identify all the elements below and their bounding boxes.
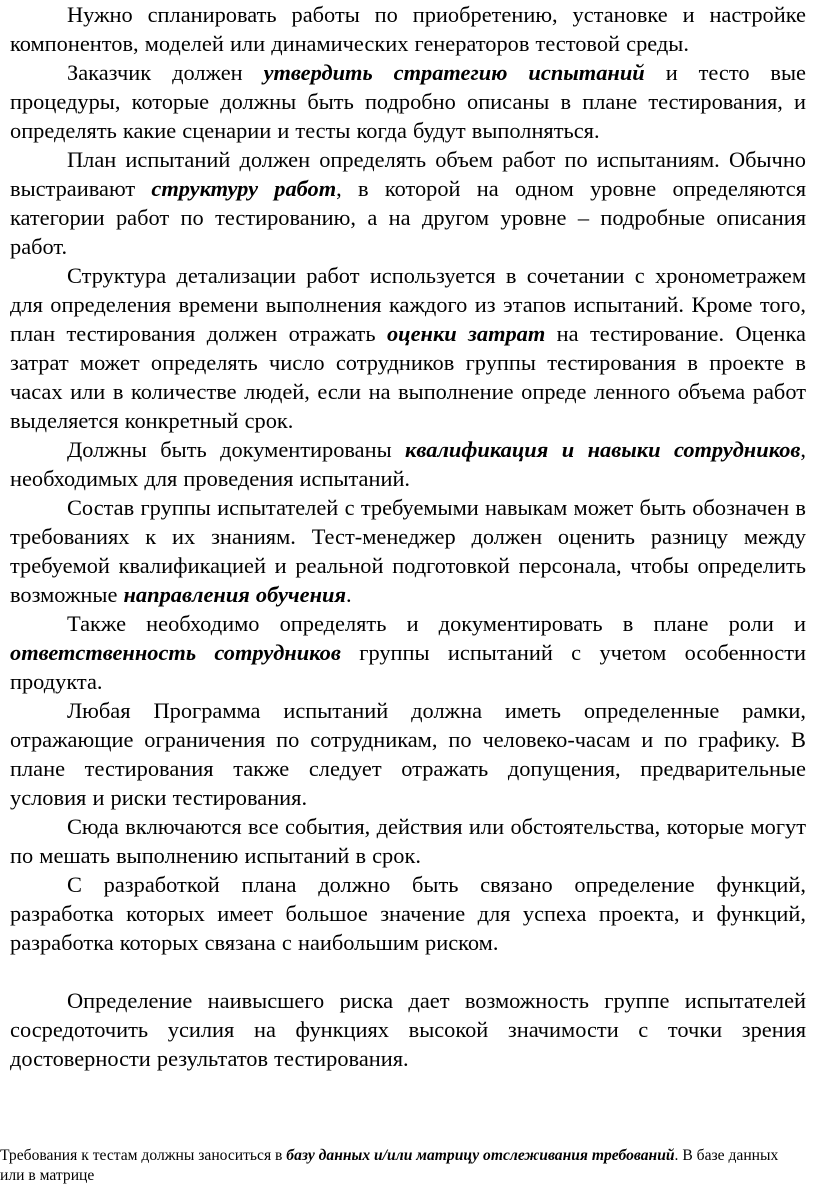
footer-emphasized-text: базу данных и/или матрицу отслеживания требований bbox=[286, 1147, 675, 1164]
paragraph-text: Заказчик должен bbox=[67, 60, 264, 85]
paragraph bbox=[10, 696, 806, 812]
paragraph bbox=[10, 145, 806, 261]
paragraph-text: Состав группы испытателей с требуемыми навыкам может быть обозначен в требованиях к их знаниям. Тест-менеджер должен оценить разницу между требуемой квалификацией и реальной подготовкой персонала, чтобы определить возможные bbox=[10, 495, 806, 607]
footer-text: . В базе данных или в матрице bbox=[0, 1147, 779, 1184]
paragraph bbox=[10, 435, 806, 493]
paragraph bbox=[10, 261, 806, 435]
document-page bbox=[10, 0, 806, 1073]
page-footer-note bbox=[0, 1146, 805, 1186]
paragraph-text: Любая Программа испытаний должна иметь определенные рамки, отражающие ограничения по сотрудникам, по человеко-часам и по графику. В плане тестирования также следует отражать допущения, предварительные условия и риски тестирования. bbox=[10, 698, 806, 810]
paragraph bbox=[10, 812, 806, 870]
emphasized-text: утвердить стратегию испытаний bbox=[263, 60, 645, 85]
paragraph-text: С разработкой плана должно быть связано определение функций, разработка которых имеет большое значение для успеха проекта, и функций, разработка которых связана с наибольшим риском. bbox=[10, 872, 806, 955]
paragraph-text: Структура детализации работ используется в сочетании с хронометражем для определения времени выполнения каждого из этапов испытаний. Кроме того, план тестирования должен отражать bbox=[10, 263, 806, 346]
paragraph bbox=[10, 58, 806, 145]
paragraph-text: на тестирование. Оценка затрат может определять число сотрудников группы тестирования в проекте в часах или в количестве людей, если на выполнение опреде ленного объема работ выделяется конкретный срок. bbox=[10, 321, 806, 433]
paragraph-text: Нужно спланировать работы по приобретению, установке и настройке компонентов, моделей или динамических генераторов тестовой среды. bbox=[10, 2, 806, 56]
emphasized-text: структуру работ bbox=[151, 176, 337, 201]
paragraph-text: Сюда включаются все события, действия или обстоятельства, которые могут по мешать выполнению испытаний в срок. bbox=[10, 814, 806, 868]
paragraph bbox=[10, 609, 806, 696]
paragraph-text: . bbox=[346, 582, 352, 607]
paragraph bbox=[10, 493, 806, 609]
emphasized-text: квалификация и навыки сотрудников bbox=[405, 437, 801, 462]
paragraph-text: План испытаний должен определять объем работ по испытаниям. Обычно выстраивают bbox=[10, 147, 806, 201]
emphasized-text: ответственность сотрудников bbox=[10, 640, 341, 665]
paragraph-text: Определение наивысшего риска дает возможность группе испытателей сосредоточить усилия на функциях высокой значимости с точки зрения достоверности результатов тестирования. bbox=[10, 988, 806, 1071]
paragraph-text: , в которой на одном уровне определяются категории работ по тестированию, а на другом уровне – подробные описания работ. bbox=[10, 176, 806, 259]
document-body bbox=[10, 0, 806, 1073]
paragraph-text: и тесто вые процедуры, которые должны быть подробно описаны в плане тестирования, и определять какие сценарии и тесты когда будут выполняться. bbox=[10, 60, 806, 143]
paragraph bbox=[10, 870, 806, 957]
emphasized-text: оценки затрат bbox=[386, 321, 546, 346]
paragraph bbox=[10, 986, 806, 1073]
paragraph-text: Также необходимо определять и документировать в плане роли и bbox=[67, 611, 806, 636]
paragraph-text: , необходимых для проведения испытаний. bbox=[10, 437, 806, 491]
paragraph bbox=[10, 0, 806, 58]
emphasized-text: направления обучения bbox=[123, 582, 347, 607]
paragraph-text: группы испытаний с учетом особенности продукта. bbox=[10, 640, 806, 694]
footer-text: Требования к тестам должны заноситься в bbox=[0, 1147, 287, 1164]
paragraph-text: Должны быть документированы bbox=[67, 437, 406, 462]
